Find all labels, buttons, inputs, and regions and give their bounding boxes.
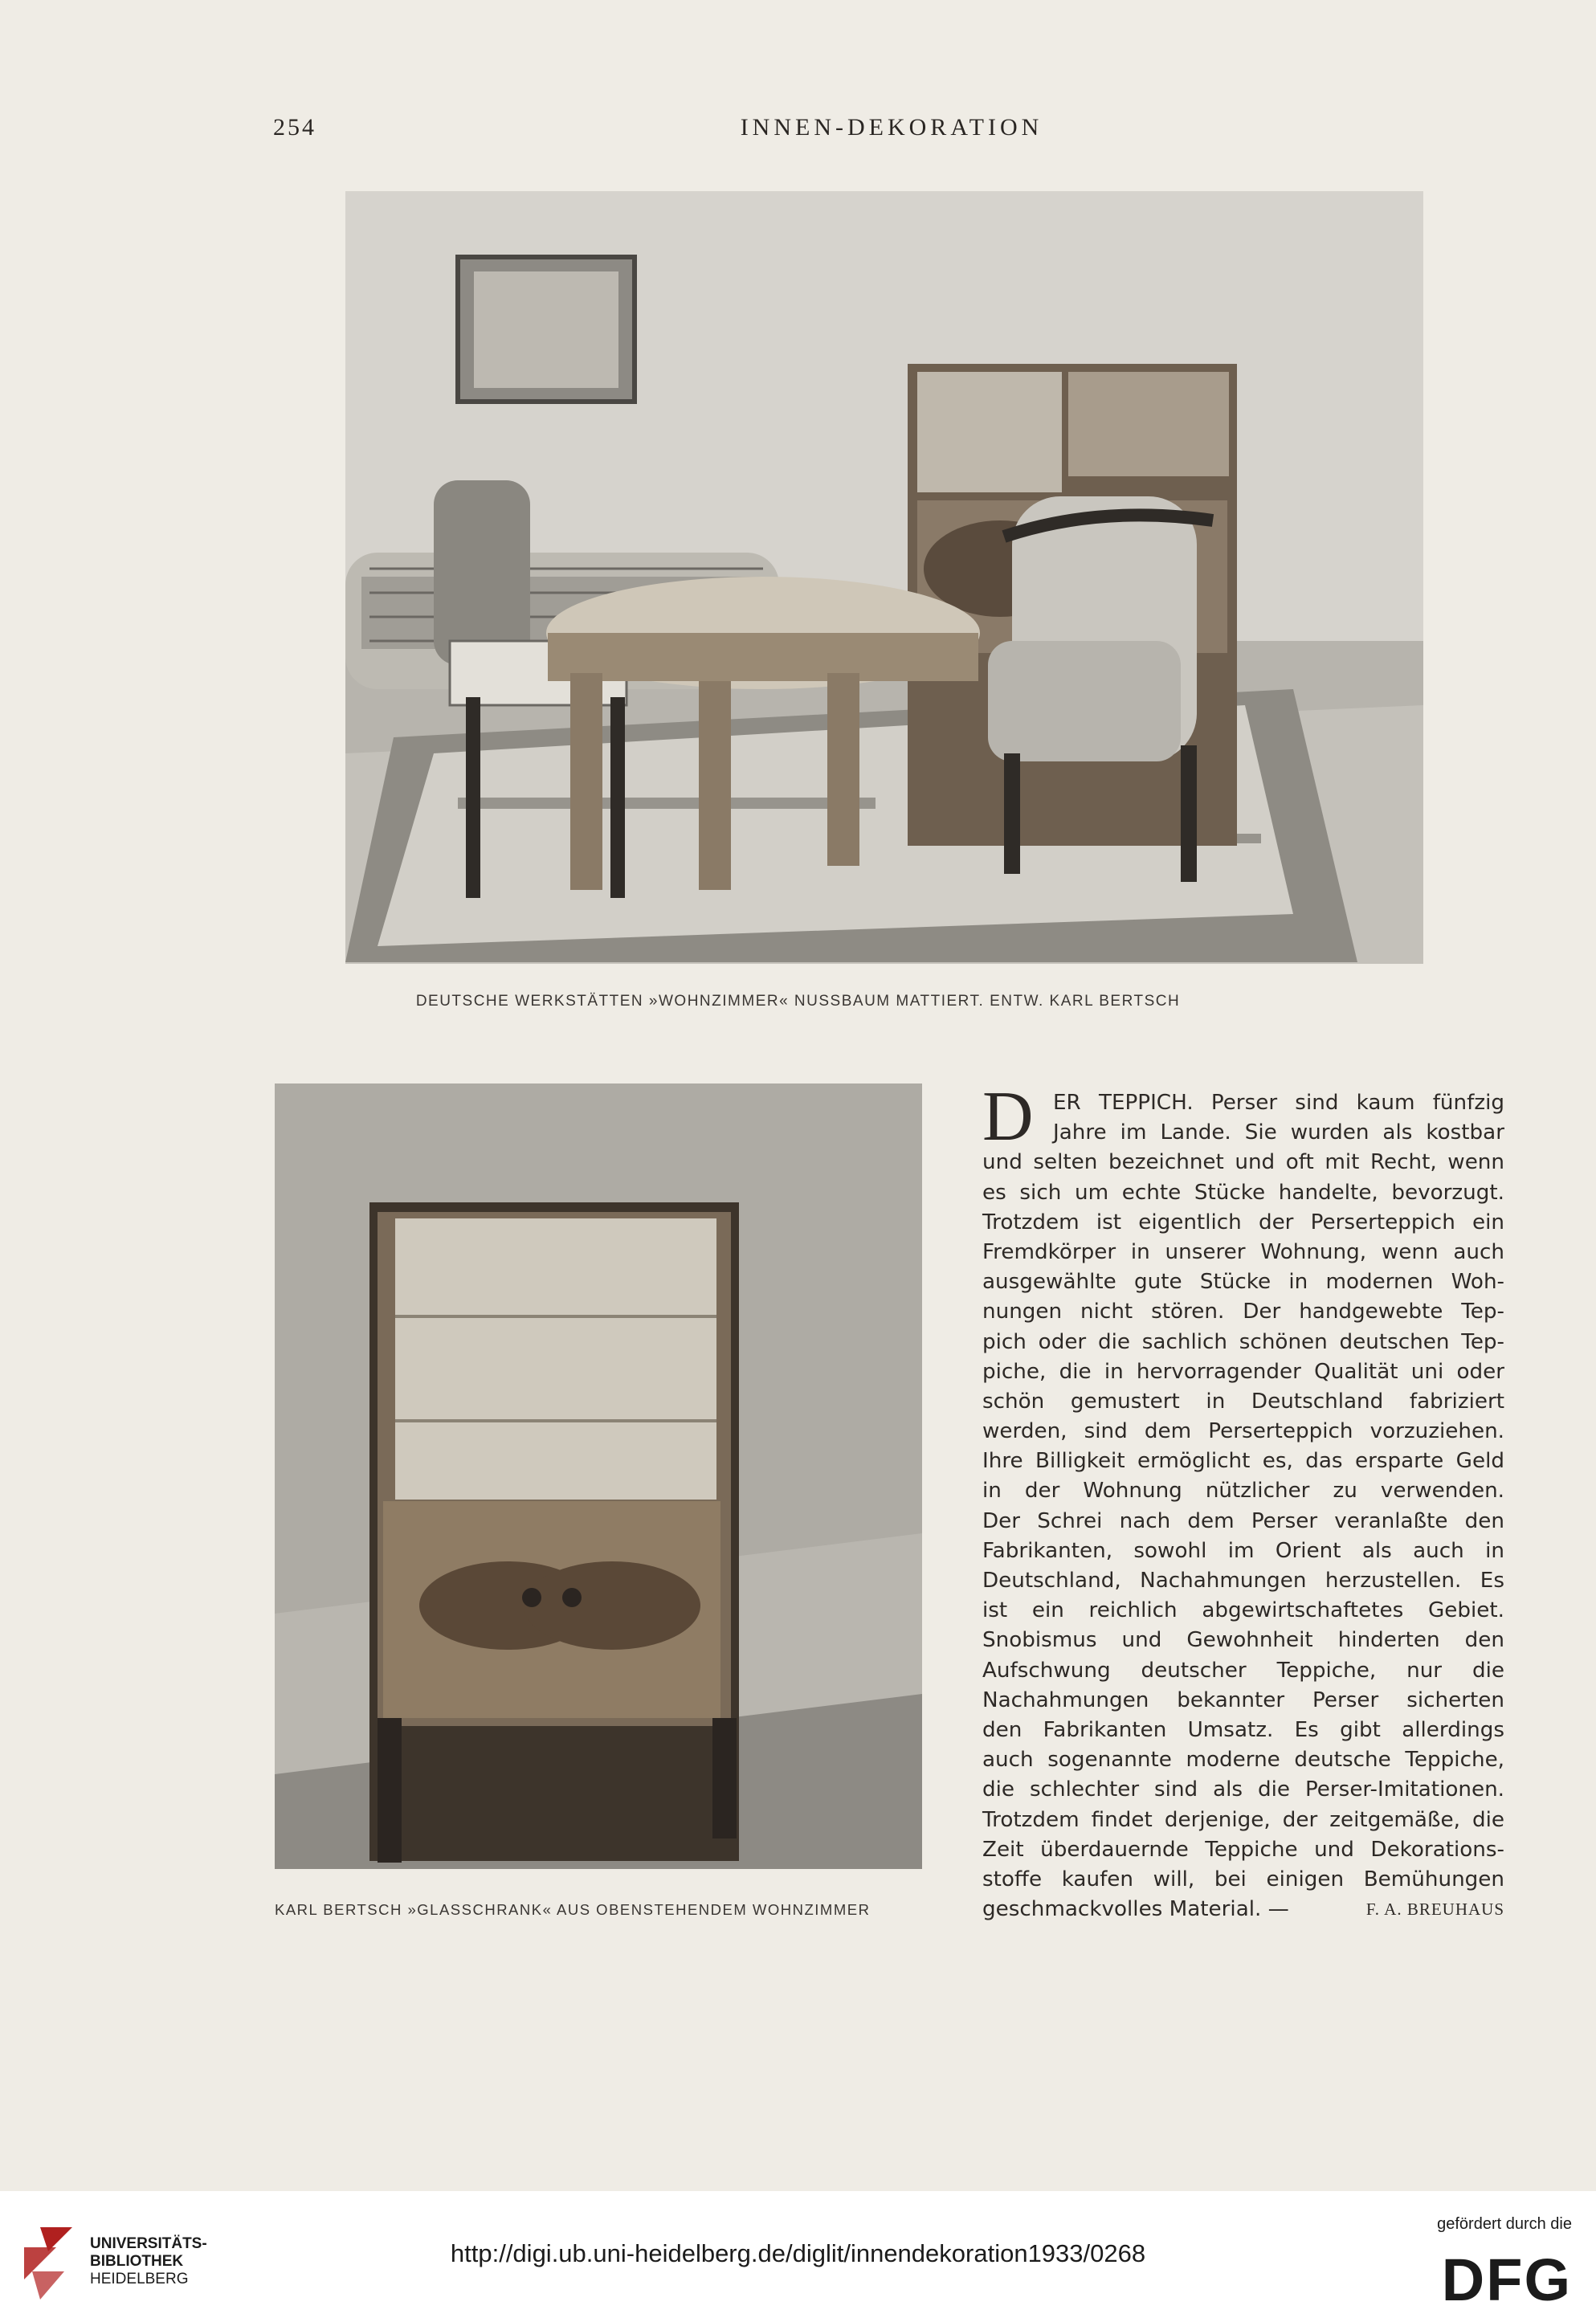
glass-cabinet-illustration (275, 1083, 922, 1869)
article-line: die schlechter sind als die Perser-Imitationen. (982, 1777, 1504, 1802)
article-line: den Fabrikanten Umsatz. Es gibt allerdings (982, 1717, 1504, 1742)
article-line: werden, sind dem Perserteppich vorzuziehen. (982, 1419, 1504, 1444)
figure1-caption: DEUTSCHE WERKSTÄTTEN »WOHNZIMMER« NUSSBAUM MATTIERT. ENTW. KARL BERTSCH (415, 993, 1181, 1010)
article-line: und selten bezeichnet und oft mit Recht, wenn (982, 1150, 1504, 1175)
dfg-logo: DFG (1441, 2247, 1572, 2313)
article-line: piche, die in hervorragender Qualität uni oder (982, 1359, 1504, 1384)
article-line: ist ein reichlich abgewirtschaftetes Gebiet. (982, 1598, 1504, 1623)
article-line: Zeit überdauernde Teppiche und Dekorations- (982, 1837, 1504, 1862)
article-line: auch sogenannte moderne deutsche Teppiche, (982, 1748, 1504, 1773)
article-line: Fabrikanten, sowohl im Orient als auch in (982, 1538, 1504, 1563)
running-head (273, 114, 1510, 146)
article-line: schön gemustert in Deutschland fabriziert (982, 1389, 1504, 1414)
drop-cap: D (982, 1078, 1034, 1156)
article-line: es sich um echte Stücke handelte, bevorzugt. (982, 1180, 1504, 1205)
library-line-1: UNIVERSITÄTS- (90, 2235, 207, 2252)
footer (0, 2191, 1596, 2322)
article-line: Deutschland, Nachahmungen herzustellen. Es (982, 1569, 1504, 1593)
source-url[interactable]: http://digi.ub.uni-heidelberg.de/diglit/innendekoration1933/0268 (450, 2239, 1146, 2267)
article-line: Snobismus und Gewohnheit hinderten den (982, 1628, 1504, 1653)
article-line: stoffe kaufen will, bei einigen Bemühungen (982, 1867, 1504, 1891)
article-line: Der Schrei nach dem Perser veranlaßte den (982, 1508, 1504, 1533)
living-room-photo (345, 191, 1423, 964)
article-line: Ihre Billigkeit ermöglicht es, das ersparte Geld (982, 1449, 1504, 1474)
article-line: pich oder die sachlich schönen deutschen Tep- (982, 1329, 1504, 1354)
article-line: in der Wohnung nützlicher zu verwenden. (982, 1479, 1504, 1504)
article-line: Trotzdem ist eigentlich der Perserteppich ein (982, 1210, 1504, 1234)
article-line: ER TEPPICH. Perser sind kaum fünfzig (1053, 1091, 1504, 1115)
article-line: Aufschwung deutscher Teppiche, nur die (982, 1658, 1504, 1683)
living-room-illustration (345, 191, 1423, 964)
article-author: F. A. BREUHAUS (1365, 1900, 1504, 1920)
funding-label: gefördert durch die (1437, 2215, 1572, 2233)
page-number: 254 (273, 114, 316, 141)
article-line: ausgewählte gute Stücke in modernen Woh- (982, 1270, 1504, 1295)
article-last-line: geschmackvolles Material. — (982, 1897, 1289, 1922)
article-line: Fremdkörper in unserer Wohnung, wenn auch (982, 1239, 1504, 1264)
journal-title: INNEN-DEKORATION (740, 114, 1043, 141)
glass-cabinet-photo (275, 1083, 922, 1869)
article-line: Trotzdem findet derjenige, der zeitgemäße, die (982, 1807, 1504, 1832)
article-line: Nachahmungen bekannter Perser sicherten (982, 1687, 1504, 1712)
library-line-2: BIBLIOTHEK (90, 2253, 184, 2270)
library-line-3: HEIDELBERG (90, 2271, 189, 2287)
figure2-caption: KARL BERTSCH »GLASSCHRANK« AUS OBENSTEHENDEM WOHNZIMMER (275, 1901, 871, 1918)
article-line (982, 1895, 1504, 1924)
article-body (982, 1078, 1504, 1924)
article-line: Jahre im Lande. Sie wurden als kostbar (1053, 1120, 1504, 1145)
article-line: nungen nicht stören. Der handgewebte Tep- (982, 1300, 1504, 1324)
